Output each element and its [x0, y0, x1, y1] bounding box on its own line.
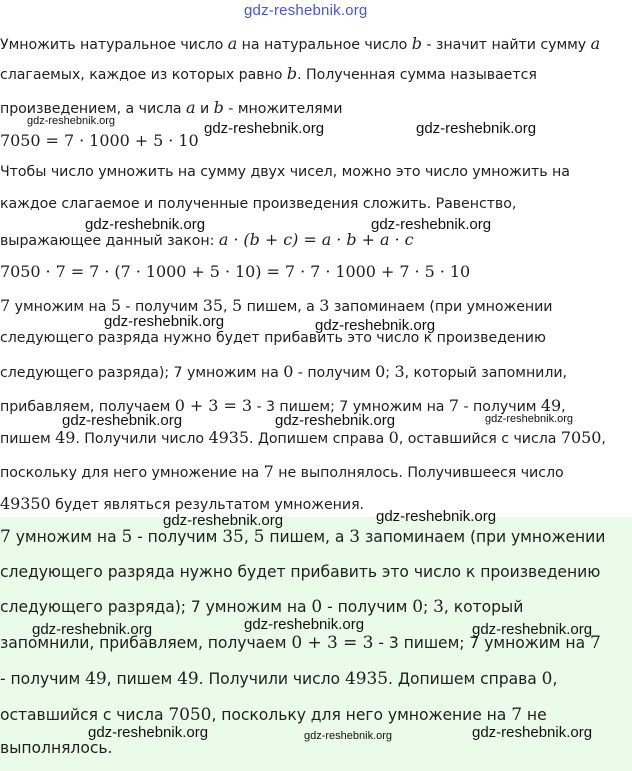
watermark: gdz-reshebnik.org	[85, 216, 206, 233]
math-expression: 7050	[168, 705, 212, 725]
text-line	[0, 164, 570, 180]
text-run: - получим	[120, 299, 203, 315]
watermark: gdz-reshebnik.org	[88, 724, 209, 741]
watermark: gdz-reshebnik.org	[315, 317, 436, 334]
text-run: оставшийся с числа	[0, 706, 169, 724]
math-expression: b	[411, 34, 422, 53]
math-expression: 35	[202, 296, 224, 315]
text-run: Чтобы число умножить на сумму двух чисел, можно это число умножить на	[0, 164, 570, 180]
text-run: запоминаем (при умножении	[329, 299, 553, 315]
watermark: gdz-reshebnik.org	[275, 412, 396, 429]
text-run: запоминаем (при умножении	[360, 528, 606, 546]
text-run: не выполнялось. Получившееся число	[273, 465, 564, 481]
text-run: ,	[552, 670, 558, 688]
math-expression: 5	[121, 527, 133, 547]
text-run: следующего разряда нужно будет прибавить это число к произведению	[0, 563, 601, 581]
text-run: - получим	[322, 598, 413, 616]
math-expression: b	[213, 98, 224, 117]
math-expression: 0	[375, 362, 386, 381]
text-run: на натуральное число	[237, 37, 412, 53]
math-expression: 7050 = 7 · 1000 + 5 · 10	[0, 131, 199, 150]
text-run: ;	[385, 365, 395, 381]
math-expression: a	[186, 98, 196, 117]
text-line	[0, 230, 413, 249]
text-line	[0, 428, 606, 447]
watermark: gdz-reshebnik.org	[244, 616, 365, 633]
math-expression: 0 + 3 = 3	[174, 396, 252, 415]
text-run: ,	[223, 299, 232, 315]
math-expression: 0	[388, 428, 399, 447]
math-expression: a	[227, 34, 238, 53]
text-line	[0, 669, 557, 689]
text-run: слагаемых, каждое из которых равно	[0, 67, 287, 83]
text-run: пишем, а	[264, 528, 350, 546]
math-expression: 5	[231, 296, 243, 315]
math-expression: 7	[263, 462, 274, 481]
text-line	[0, 362, 567, 381]
math-expression: 5	[253, 527, 265, 547]
watermark: gdz-reshebnik.org	[376, 508, 497, 525]
text-line	[0, 527, 605, 547]
text-run: ,	[601, 431, 606, 447]
text-run: пишем, а	[242, 299, 320, 315]
text-line	[0, 64, 537, 83]
math-expression: 3	[394, 362, 405, 381]
text-run: поскольку для него умножение на	[0, 465, 264, 481]
text-run: - 3 пишем; 7 умножим на	[373, 634, 590, 652]
text-run: произведением, а числа	[0, 101, 187, 117]
watermark: gdz-reshebnik.org	[472, 724, 593, 741]
math-expression: 3	[349, 527, 361, 547]
text-run: будет являться результатом умножения.	[50, 497, 365, 513]
watermark: gdz-reshebnik.org	[472, 621, 593, 638]
math-expression: 7	[590, 633, 601, 653]
text-run: ,	[243, 528, 254, 546]
math-expression: 7	[448, 396, 460, 415]
math-expression: 7	[511, 705, 523, 725]
watermark: gdz-reshebnik.org	[163, 512, 284, 529]
math-expression: 0	[541, 669, 553, 689]
text-run: . Получили число	[198, 670, 345, 688]
text-run: каждое слагаемое и полученные произведения сложить. Равенство,	[0, 196, 517, 212]
math-expression: b	[286, 64, 298, 83]
text-line	[0, 262, 470, 281]
math-expression: 0 + 3 = 3	[291, 633, 374, 653]
text-line	[0, 739, 112, 757]
text-run: , оставшийся с числа	[398, 431, 561, 447]
math-expression: 49	[177, 669, 199, 689]
text-run: . Допишем справа	[388, 670, 542, 688]
text-run: - получим	[293, 365, 376, 381]
text-run: прибавляем, получаем	[0, 399, 175, 415]
text-run: следующего разряда нужно будет прибавить это число к произведению	[0, 330, 546, 346]
math-expression: 49350	[0, 494, 51, 513]
watermark: gdz-reshebnik.org	[371, 216, 492, 233]
text-run: , пишем	[106, 670, 178, 688]
text-line	[0, 597, 523, 617]
text-run: - 3 пишем; 7 умножим на	[252, 399, 449, 415]
math-expression: a · (b + c) = a · b + a · c	[218, 230, 414, 249]
watermark: gdz-reshebnik.org	[62, 412, 183, 429]
text-line	[0, 34, 600, 53]
watermark: gdz-reshebnik.org	[485, 413, 574, 425]
text-line	[0, 494, 364, 513]
math-expression: 7050	[560, 428, 602, 447]
text-run: ,	[561, 399, 566, 415]
watermark: gdz-reshebnik.org	[27, 115, 116, 127]
text-run: выражающее данный закон:	[0, 233, 219, 249]
watermark: gdz-reshebnik.org	[304, 730, 393, 742]
text-run: Умножить натуральное число	[0, 37, 228, 53]
text-line	[0, 462, 564, 481]
text-run: - получим	[0, 670, 86, 688]
text-run: . Допишем справа	[248, 431, 389, 447]
watermark: gdz-reshebnik.org	[32, 621, 153, 638]
text-run: - значит найти сумму	[421, 37, 591, 53]
text-run: следующего разряда); 7 умножим на	[0, 598, 312, 616]
math-expression: 49	[540, 396, 562, 415]
text-run: , который	[443, 598, 524, 616]
text-run: , поскольку для него умножение на	[211, 706, 512, 724]
math-expression: 35	[222, 527, 244, 547]
math-expression: 3	[319, 296, 330, 315]
math-expression: 4935	[344, 669, 389, 689]
text-line	[0, 131, 199, 150]
math-expression: 7	[0, 527, 11, 547]
math-expression: 0	[412, 597, 423, 617]
math-expression: 0	[311, 597, 323, 617]
watermark-top: gdz-reshebnik.org	[244, 2, 368, 19]
text-run: не	[522, 706, 547, 724]
text-run: умножим на	[10, 528, 122, 546]
math-expression: 7	[0, 296, 11, 315]
text-line	[0, 330, 546, 346]
text-run: . Полученная сумма называется	[297, 67, 537, 83]
text-line	[0, 296, 552, 315]
text-run: ;	[422, 598, 434, 616]
text-run: запомнили, прибавляем, получаем	[0, 634, 292, 652]
math-expression: 3	[433, 597, 444, 617]
text-run: - множителями	[223, 101, 343, 117]
text-line	[0, 705, 547, 725]
math-expression: 49	[55, 428, 76, 447]
text-run: . Получили число	[75, 431, 209, 447]
text-run: следующего разряда); 7 умножим на	[0, 365, 284, 381]
text-run: умножим на	[10, 299, 111, 315]
watermark: gdz-reshebnik.org	[204, 120, 325, 137]
math-expression: 5	[110, 296, 121, 315]
math-expression: 4935	[208, 428, 249, 447]
math-expression: 7050 · 7 = 7 · (7 · 1000 + 5 · 10) = 7 · 7 · 1000 + 7 · 5 · 10	[0, 262, 471, 281]
text-run: выполнялось.	[0, 739, 113, 757]
text-run: пишем	[0, 431, 56, 447]
math-expression: 0	[283, 362, 294, 381]
text-run: - получим	[132, 528, 223, 546]
watermark: gdz-reshebnik.org	[104, 313, 225, 330]
text-run: , который запомнили,	[404, 365, 567, 381]
text-run: - получим	[459, 399, 541, 415]
text-line	[0, 196, 516, 212]
watermark: gdz-reshebnik.org	[416, 120, 537, 137]
math-expression: a	[590, 34, 601, 53]
text-line	[0, 563, 600, 581]
math-expression: 49	[85, 669, 107, 689]
text-run: и	[195, 101, 214, 117]
